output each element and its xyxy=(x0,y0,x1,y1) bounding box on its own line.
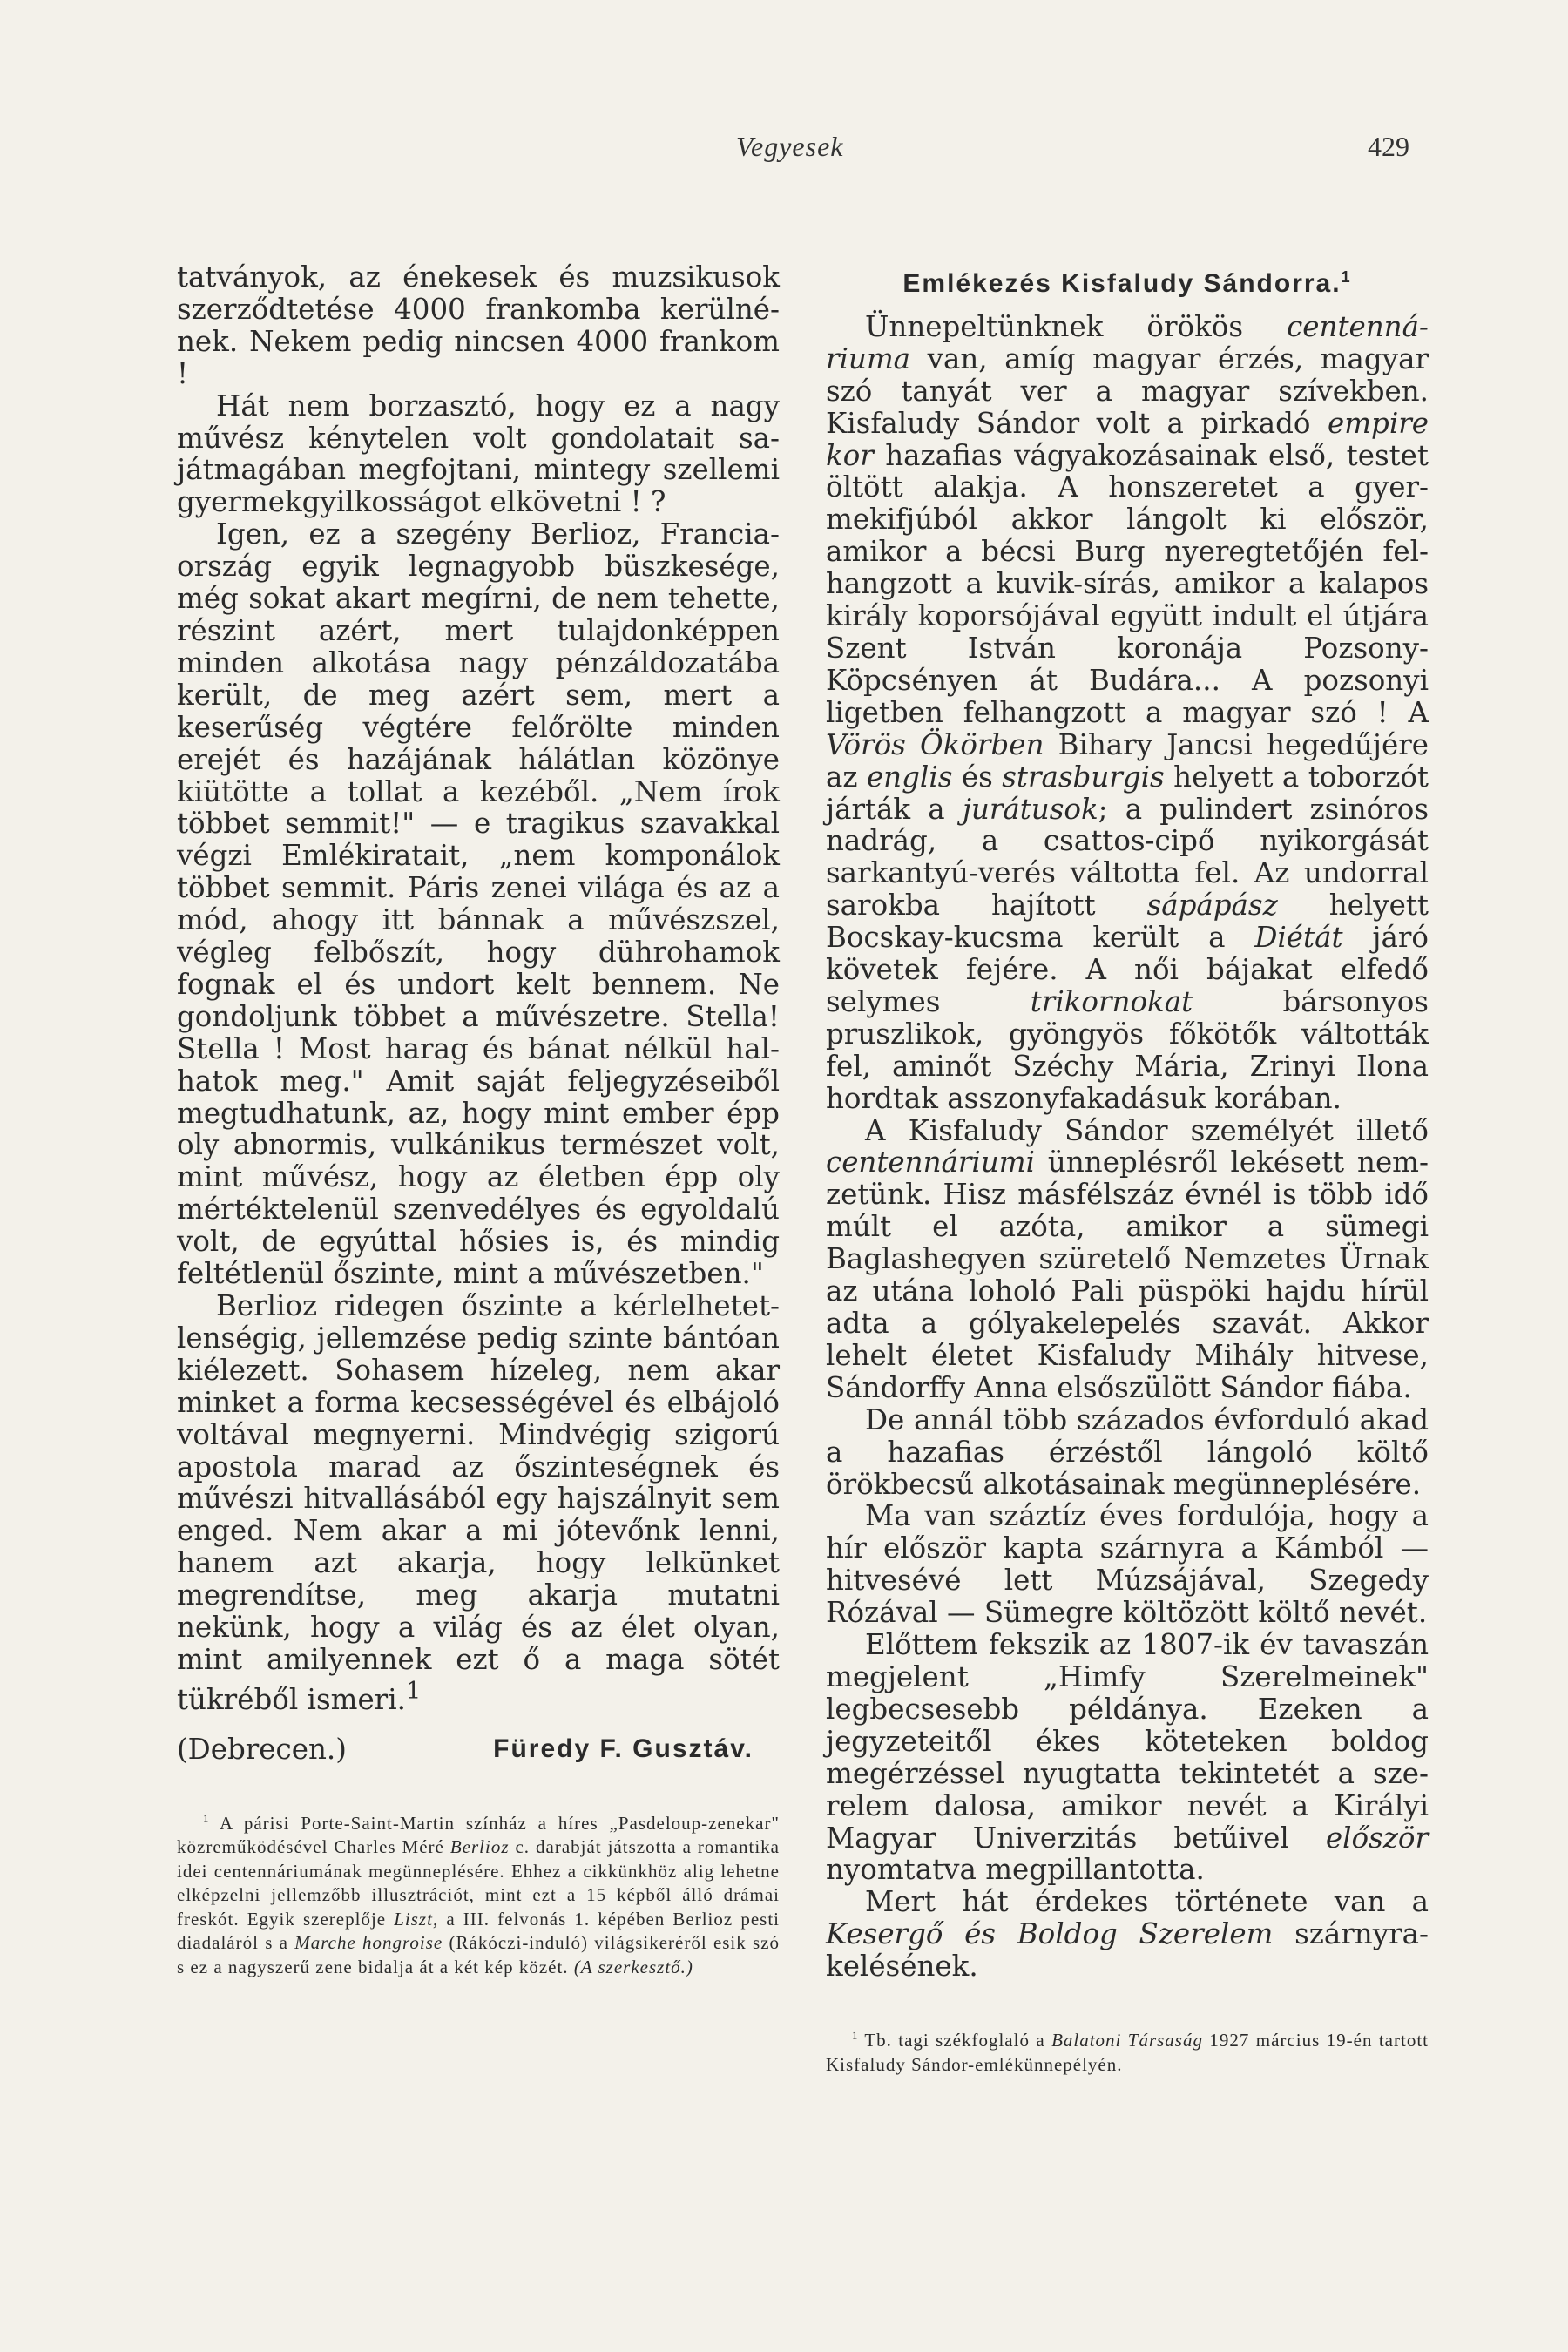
text: Előttem fekszik az 1807-ik év tavaszán megjelent „Himfy Szerelmeinek" legbecsesebb példánya. Ezeken a jegyzeteitől ékes köteteken boldog megérzéssel nyugtatta tekintetét a szerelem dalosa, amikor nevét a Királyi Magyar Univerzitás betűivel xyxy=(826,1628,1429,1855)
italic-text: sápápász xyxy=(1146,889,1278,923)
text: ünneplésről lekésett nemzetünk. Hisz másfélszáz évnél is több idő múlt el azóta, amikor a sümegi Baglashegyen szüretelő Nemzetes Ürnak az utána loholó Pali püspöki hajdu hírül adta a gólyakelepelés szavát. Akkor lehelt életet Kisfaludy Mihály hitvese, Sándorffy Anna elsőszülött Sándor fiába. xyxy=(826,1146,1429,1404)
italic-text: centennáriumi xyxy=(826,1146,1035,1179)
text: hazafias vágyakozásainak első, testet öltött alakja. A honszeretet a gyermekifjúból akkor lángolt ki először, amikor a bécsi Burg nyeregtetőjén felhangzott a kuvik-sírás, amikor a kalapos király koporsójával együtt indult el útjára Szent István koronája Pozsony-Köpcsényen át Budára... A pozsonyi ligetben felhangzott a magyar szó ! A xyxy=(826,438,1429,729)
footnote-italic: Marche hongroise xyxy=(294,1932,443,1954)
right-column xyxy=(826,261,1429,2077)
footnote-italic: Balatoni Társaság xyxy=(1051,2030,1203,2051)
paragraph: Igen, ez a szegény Berlioz, Franciaország egyik legnagyobb büszkesége, még sokat akart megírni, de nem tehette, részint azért, mert tulajdonképpen minden alkotása nagy pénzáldozatába került, de meg azért sem, mert a keserűség végtére felőrölte minden erejét és hazájának hálátlan közönye kiütötte a tollat a kezéből. „Nem írok többet semmit!" — e tragikus szavakkal végzi Emlékiratait, „nem komponálok többet semmit. Páris zenei világa és az a mód, ahogy itt bánnak a művészszel, végleg felbőszít, hogy dührohamok fognak el és undort kelt bennem. Ne gondoljunk többet a művészetre. Stella! Stella ! Most harag és bánat nélkül halhatok meg." Amit saját feljegyzéseiből megtudhatunk, az, hogy mint ember épp oly abnormis, vulkánikus természet volt, mint művész, hogy az életben épp oly mértéktelenül szenvedélyes és egyoldalú volt, de egyúttal hősies is, és mindig feltétlenül őszinte, mint a művészetben." xyxy=(177,517,780,1291)
paragraph: tatványok, az énekesek és muzsikusok szerződtetése 4000 frankomba kerülnének. Nekem pedig nincsen 4000 frankom ! xyxy=(177,260,780,390)
footnote-text: a III. felvonás 1. képében Berlioz pesti diadaláról s a xyxy=(177,1908,781,1954)
text: Mert hát érdekes története van a xyxy=(865,1885,1429,1919)
text: Ünnepeltünknek örökös xyxy=(865,309,1244,343)
italic-text: centennáriuma xyxy=(826,309,1429,375)
paragraph xyxy=(826,1115,1429,1404)
paragraph-text: Berlioz ridegen őszinte a kérlelhetetlenségig, jellemzése pedig szinte bántóan kiélezett. Sohasem hízeleg, nem akar minket a forma kecsességével és elbájoló voltával megnyerni. Mindvégig szigorú apostola marad az őszinteségnek és művészi hitvallásából egy hajszálnyit sem enged. Nem akar a mi jótevőnk lenni, hanem azt akarja, hogy lelkünket megrendítse, meg akarja mutatni nekünk, hogy a világ és az élet olyan, mint amilyennek ezt ő a maga sötét tükréből ismeri. xyxy=(177,1289,780,1716)
text: Bihary Jancsi hegedűjére az xyxy=(826,727,1429,794)
text: ; a pulindert zsinóros nadrág, a csattos-cipő nyikorgását sarkantyú-verés váltotta fel. Az undorral sarokba hajított xyxy=(826,792,1429,923)
italic-text: Kesergő és Boldog Szerelem xyxy=(826,1917,1274,1951)
article-heading xyxy=(826,261,1429,301)
paragraph: De annál több százados évforduló akad a hazafias érzéstől lángoló költő örökbecsű alkotásainak megünneplésére. xyxy=(826,1402,1429,1501)
text: és xyxy=(961,760,993,794)
italic-text: englis xyxy=(866,760,953,794)
text: helyett Bocskay-kucsma került a xyxy=(826,889,1429,955)
paragraph xyxy=(177,1290,780,1716)
italic-text: trikornokat xyxy=(1030,984,1193,1018)
footnote-ref: 1 xyxy=(1341,268,1352,286)
page-number: 429 xyxy=(1368,131,1409,162)
text: nyomtatva megpillantotta. xyxy=(826,1853,1205,1887)
footnote-mark: 1 xyxy=(852,2030,859,2043)
footnote-ref: 1 xyxy=(405,1677,422,1705)
footnote-mark: 1 xyxy=(203,1812,210,1825)
paragraph xyxy=(826,1886,1429,1983)
running-head: Vegyesek xyxy=(736,131,844,162)
footnote-text: Tb. tagi székfoglaló a xyxy=(864,2030,1045,2051)
footnote-text: (Rákóczi-induló) világsikeréről esik szó s ez a nagyszerű zene bidalja át a két kép közét. xyxy=(177,1932,781,1977)
text: helyett a toborzót járták a xyxy=(826,760,1429,826)
italic-text: Vörös Ökörben xyxy=(826,727,1044,761)
footnote-italic: Liszt, xyxy=(394,1908,439,1930)
place-line: (Debrecen.) xyxy=(177,1732,347,1766)
italic-text: strasburgis xyxy=(1002,760,1165,794)
footnote-text: c. darabját játszotta a romantika idei centennáriumának megünneplésére. Ehhez a cikkünkhöz alig lehetne elképzelni jellemzőbb illusztrációt, mint ezt a 15 képből álló drámai freskót. Egyik szereplője xyxy=(177,1836,781,1930)
signature-row xyxy=(177,1734,780,1766)
article-heading-text: Emlékezés Kisfaludy Sándorra. xyxy=(902,269,1342,298)
footnote-italic: Berlioz xyxy=(449,1836,510,1858)
footnote xyxy=(826,2024,1429,2077)
italic-text: először xyxy=(1325,1821,1429,1855)
left-column xyxy=(177,261,780,1979)
paragraph xyxy=(826,1629,1429,1886)
paragraph: Ma van száztíz éves fordulója, hogy a hír először kapta szárnyra a Kámból — hitvesévé lett Múzsájával, Szegedy Rózával — Sümegre költözött költő nevét. xyxy=(826,1499,1429,1630)
text: bársonyos pruszlikok, gyöngyös főkötők váltották fel, aminőt Széchy Mária, Zrinyi Ilona hordtak asszonyfakadásuk korában. xyxy=(826,984,1429,1115)
text: A Kisfaludy Sándor személyét illető xyxy=(865,1113,1429,1147)
italic-text: jurátusok xyxy=(962,792,1098,826)
footnote-text: A párisi Porte-Saint-Martin színház a híres „Pasdeloup-zenekar" közreműködésével Charles Méré xyxy=(177,1812,781,1858)
paragraph xyxy=(826,311,1429,1115)
footnote-text: 1927 március 19-én tartott Kisfaludy Sándor-emlékünnepélyén. xyxy=(826,2030,1429,2075)
author-signature: Füredy F. Gusztáv. xyxy=(493,1734,754,1763)
italic-text: empire kor xyxy=(826,406,1429,472)
footnote xyxy=(177,1808,780,1980)
footnote-italic: (A szerkesztő.) xyxy=(573,1956,693,1977)
text: van, amíg magyar érzés, magyar szó tanyát ver a magyar szívekben. Kisfaludy Sándor volt a pirkadó xyxy=(826,341,1429,440)
italic-text: Diétát xyxy=(1254,921,1343,955)
text: szárnyrakelésének. xyxy=(826,1917,1429,1984)
text: járó követek fejére. A női bájakat elfedő selymes xyxy=(826,921,1429,1018)
paragraph: Hát nem borzasztó, hogy ez a nagy művész kénytelen volt gondolatait sajátmagában megfojtani, mintegy szellemi gyermekgyilkosságot elkövetni ! ? xyxy=(177,389,780,519)
